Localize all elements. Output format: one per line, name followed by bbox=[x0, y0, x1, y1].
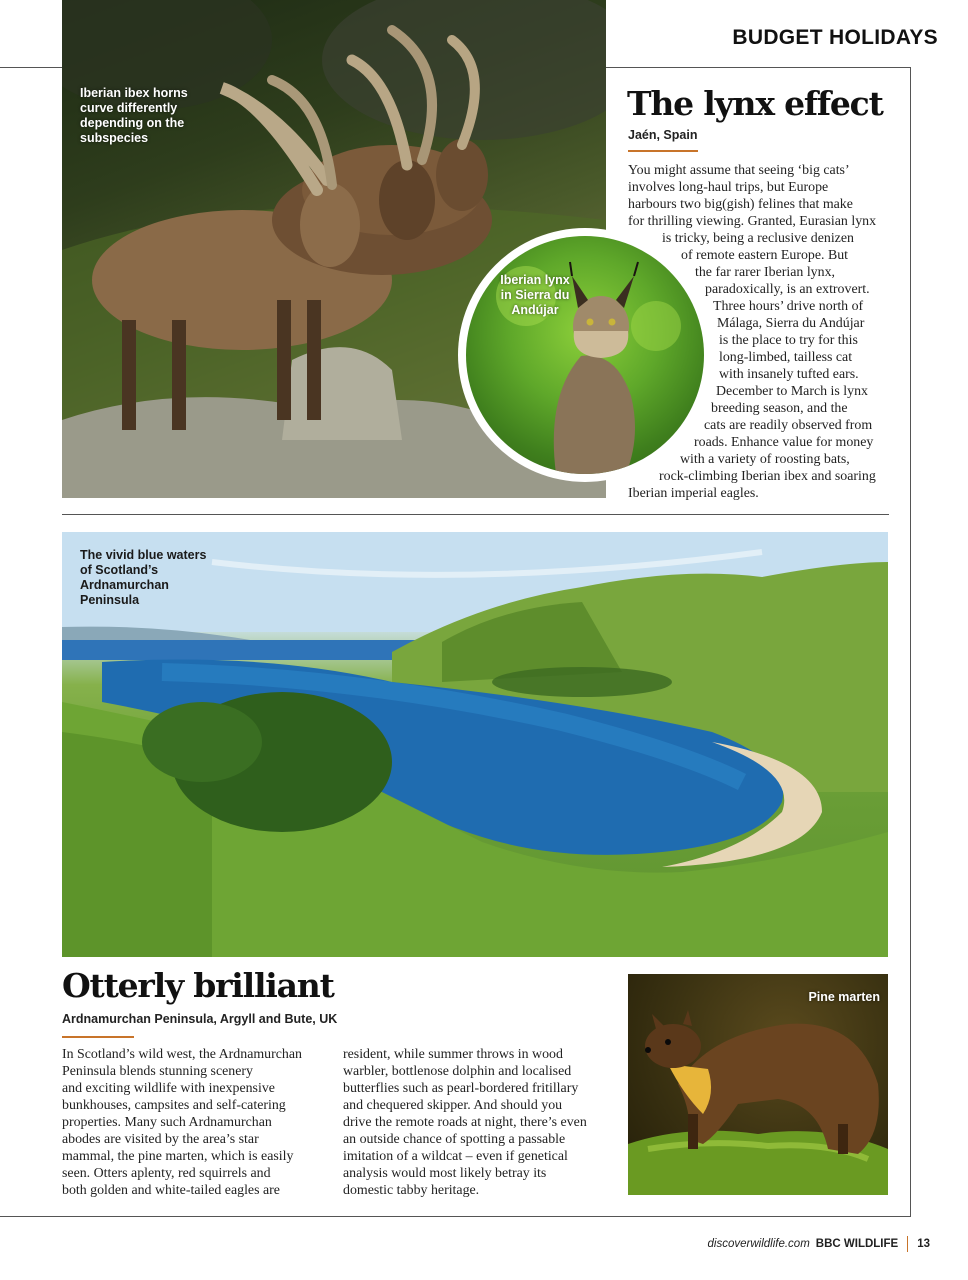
lynx-article-line: Iberian imperial eagles. bbox=[628, 486, 759, 501]
footer-brand: BBC WILDLIFE bbox=[815, 1238, 899, 1250]
otter-article-line: imitation of a wildcat – even if genetical bbox=[343, 1149, 568, 1164]
lynx-article-line: for thrilling viewing. Granted, Eurasian lynx bbox=[628, 214, 877, 229]
accent-rule bbox=[628, 150, 698, 152]
otter-article-line: resident, while summer throws in wood bbox=[343, 1047, 563, 1062]
otter-article-line: warbler, bottlenose dolphin and localised bbox=[343, 1064, 572, 1079]
page-number: 13 bbox=[917, 1238, 930, 1250]
lynx-article-line: Three hours’ drive north of bbox=[713, 299, 864, 314]
lynx-caption: Iberian lynx in Sierra du Andújar bbox=[500, 273, 570, 317]
lynx-article-line: involves long-haul trips, but Europe bbox=[628, 180, 829, 195]
lynx-article-title: The lynx effect bbox=[627, 84, 883, 123]
otter-article-line: mammal, the pine marten, which is easily bbox=[62, 1149, 294, 1164]
accent-rule bbox=[62, 1036, 134, 1038]
otter-article-line: drive the remote roads at night, there’s even bbox=[343, 1115, 587, 1130]
lynx-article-line: with a variety of roosting bats, bbox=[680, 452, 850, 467]
lynx-article-line: is the place to try for this bbox=[719, 333, 858, 348]
otter-article-line: and exciting wildlife with inexpensive bbox=[62, 1081, 275, 1096]
otter-article-title: Otterly brilliant bbox=[62, 966, 334, 1005]
lynx-article-line: is tricky, being a reclusive denizen bbox=[662, 231, 854, 246]
lynx-article-line: rock-climbing Iberian ibex and soaring bbox=[659, 469, 876, 484]
otter-article-column-1 bbox=[62, 1046, 332, 1199]
divider bbox=[62, 514, 889, 515]
lynx-article-line: paradoxically, is an extrovert. bbox=[705, 282, 870, 297]
lynx-article-line: with insanely tufted ears. bbox=[719, 367, 859, 382]
lynx-article-line: harbours two big(gish) felines that make bbox=[628, 197, 853, 212]
lynx-article-line: cats are readily observed from bbox=[704, 418, 873, 433]
lynx-article-line: You might assume that seeing ‘big cats’ bbox=[628, 163, 850, 178]
otter-article-line: and chequered skipper. And should you bbox=[343, 1098, 563, 1113]
otter-article-location: Ardnamurchan Peninsula, Argyll and Bute, UK bbox=[62, 1012, 338, 1026]
lynx-article-line: long-limbed, tailless cat bbox=[719, 350, 853, 365]
otter-article-line: analysis would most likely betray its bbox=[343, 1166, 547, 1181]
lynx-article-location: Jaén, Spain bbox=[628, 128, 698, 142]
page-footer bbox=[708, 1236, 930, 1252]
divider bbox=[606, 67, 911, 68]
otter-article-line: domestic tabby heritage. bbox=[343, 1183, 480, 1198]
footer-website: discoverwildlife.com bbox=[707, 1238, 810, 1250]
divider bbox=[0, 1216, 911, 1217]
otter-article-line: an outside chance of spotting a passable bbox=[343, 1132, 566, 1147]
marten-photo bbox=[628, 974, 888, 1195]
lynx-article-line: of remote eastern Europe. But bbox=[681, 248, 849, 263]
section-label: BUDGET HOLIDAYS bbox=[732, 26, 938, 49]
otter-article-line: seen. Otters aplenty, red squirrels and bbox=[62, 1166, 271, 1181]
lynx-article-line: roads. Enhance value for money bbox=[694, 435, 874, 450]
otter-article-column-2 bbox=[343, 1046, 613, 1199]
lynx-article-line: breeding season, and the bbox=[711, 401, 848, 416]
lynx-article-line: the far rarer Iberian lynx, bbox=[695, 265, 835, 280]
otter-article-line: bunkhouses, campsites and self-catering bbox=[62, 1098, 286, 1113]
otter-article-line: butterflies such as pearl-bordered fritillary bbox=[343, 1081, 579, 1096]
lynx-article-line: December to March is lynx bbox=[716, 384, 868, 399]
otter-article-line: properties. Many such Ardnamurchan bbox=[62, 1115, 272, 1130]
marten-caption: Pine marten bbox=[808, 990, 880, 1004]
ibex-caption: Iberian ibex horns curve differently depending on the subspecies bbox=[80, 86, 188, 145]
otter-article-line: In Scotland’s wild west, the Ardnamurchan bbox=[62, 1047, 302, 1062]
divider bbox=[0, 67, 64, 68]
lynx-photo bbox=[458, 228, 712, 482]
divider bbox=[910, 67, 911, 1217]
loch-caption: The vivid blue waters of Scotland’s Ardnamurchan Peninsula bbox=[80, 548, 207, 607]
footer-separator bbox=[907, 1236, 908, 1252]
otter-article-line: abodes are visited by the area’s star bbox=[62, 1132, 259, 1147]
otter-article-line: both golden and white-tailed eagles are bbox=[62, 1183, 280, 1198]
otter-article-line: Peninsula blends stunning scenery bbox=[62, 1064, 253, 1079]
lynx-article-line: Málaga, Sierra du Andújar bbox=[717, 316, 865, 331]
